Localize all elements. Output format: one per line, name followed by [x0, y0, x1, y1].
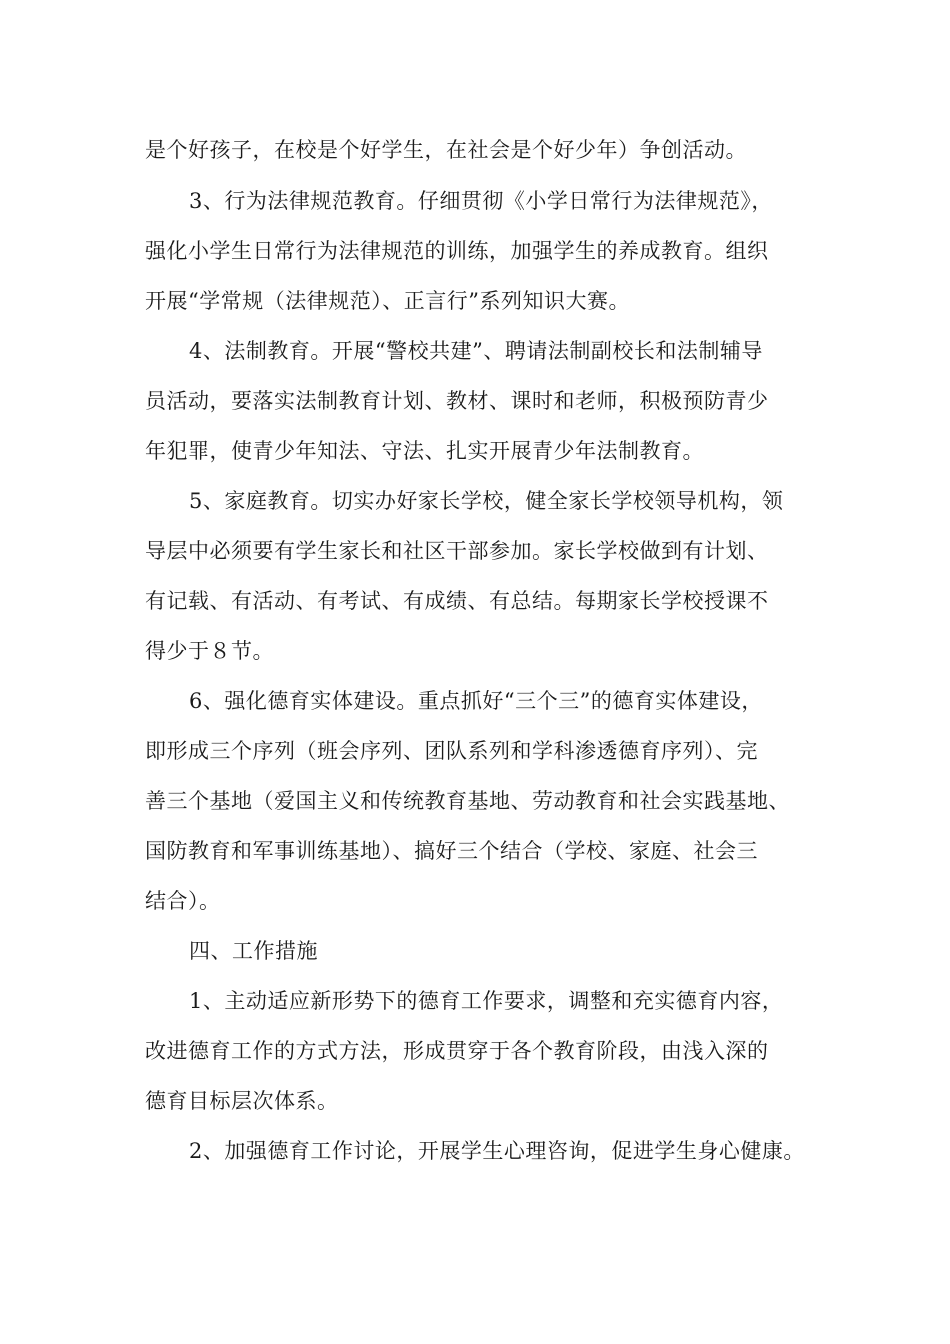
paragraph-4-line: 4、法制教育。开展“警校共建”、聘请法制副校长和法制辅导: [189, 339, 763, 363]
text-line: 有记载、有活动、有考试、有成绩、有总结。每期家长学校授课不: [145, 589, 769, 613]
text-line: 是个好孩子，在校是个好学生，在社会是个好少年）争创活动。: [145, 138, 747, 162]
text-line: 改进德育工作的方式方法，形成贯穿于各个教育阶段，由浅入深的: [145, 1039, 769, 1063]
paragraph-6-line: 6、强化德育实体建设。重点抓好“三个三”的德育实体建设，: [189, 689, 763, 713]
measure-1-line: 1、主动适应新形势下的德育工作要求，调整和充实德育内容，: [189, 989, 784, 1013]
section-heading: 四、工作措施: [189, 939, 318, 963]
text-line: 年犯罪，使青少年知法、守法、扎实开展青少年法制教育。: [145, 439, 704, 463]
text-line: 导层中必须要有学生家长和社区干部参加。家长学校做到有计划、: [145, 539, 769, 563]
text-line: 结合）。: [145, 889, 221, 913]
paragraph-3-line: 3、行为法律规范教育。仔细贯彻《小学日常行为法律规范》，: [189, 189, 773, 213]
text-line: 善三个基地（爱国主义和传统教育基地、劳动教育和社会实践基地、: [145, 789, 790, 813]
measure-2-line: 2、加强德育工作讨论，开展学生心理咨询，促进学生身心健康。: [189, 1139, 805, 1163]
text-line: 国防教育和军事训练基地）、搞好三个结合（学校、家庭、社会三: [145, 839, 758, 863]
text-line: 即形成三个序列（班会序列、团队系列和学科渗透德育序列）、完: [145, 739, 758, 763]
text-line: 强化小学生日常行为法律规范的训练，加强学生的养成教育。组织: [145, 239, 769, 263]
text-line: 员活动，要落实法制教育计划、教材、课时和老师，积极预防青少: [145, 389, 769, 413]
paragraph-5-line: 5、家庭教育。切实办好家长学校，健全家长学校领导机构，领: [189, 489, 784, 513]
text-line: 德育目标层次体系。: [145, 1089, 339, 1113]
text-line: 开展“学常规（法律规范）、正言行”系列知识大赛。: [145, 289, 630, 313]
text-line: 得少于８节。: [145, 639, 274, 663]
